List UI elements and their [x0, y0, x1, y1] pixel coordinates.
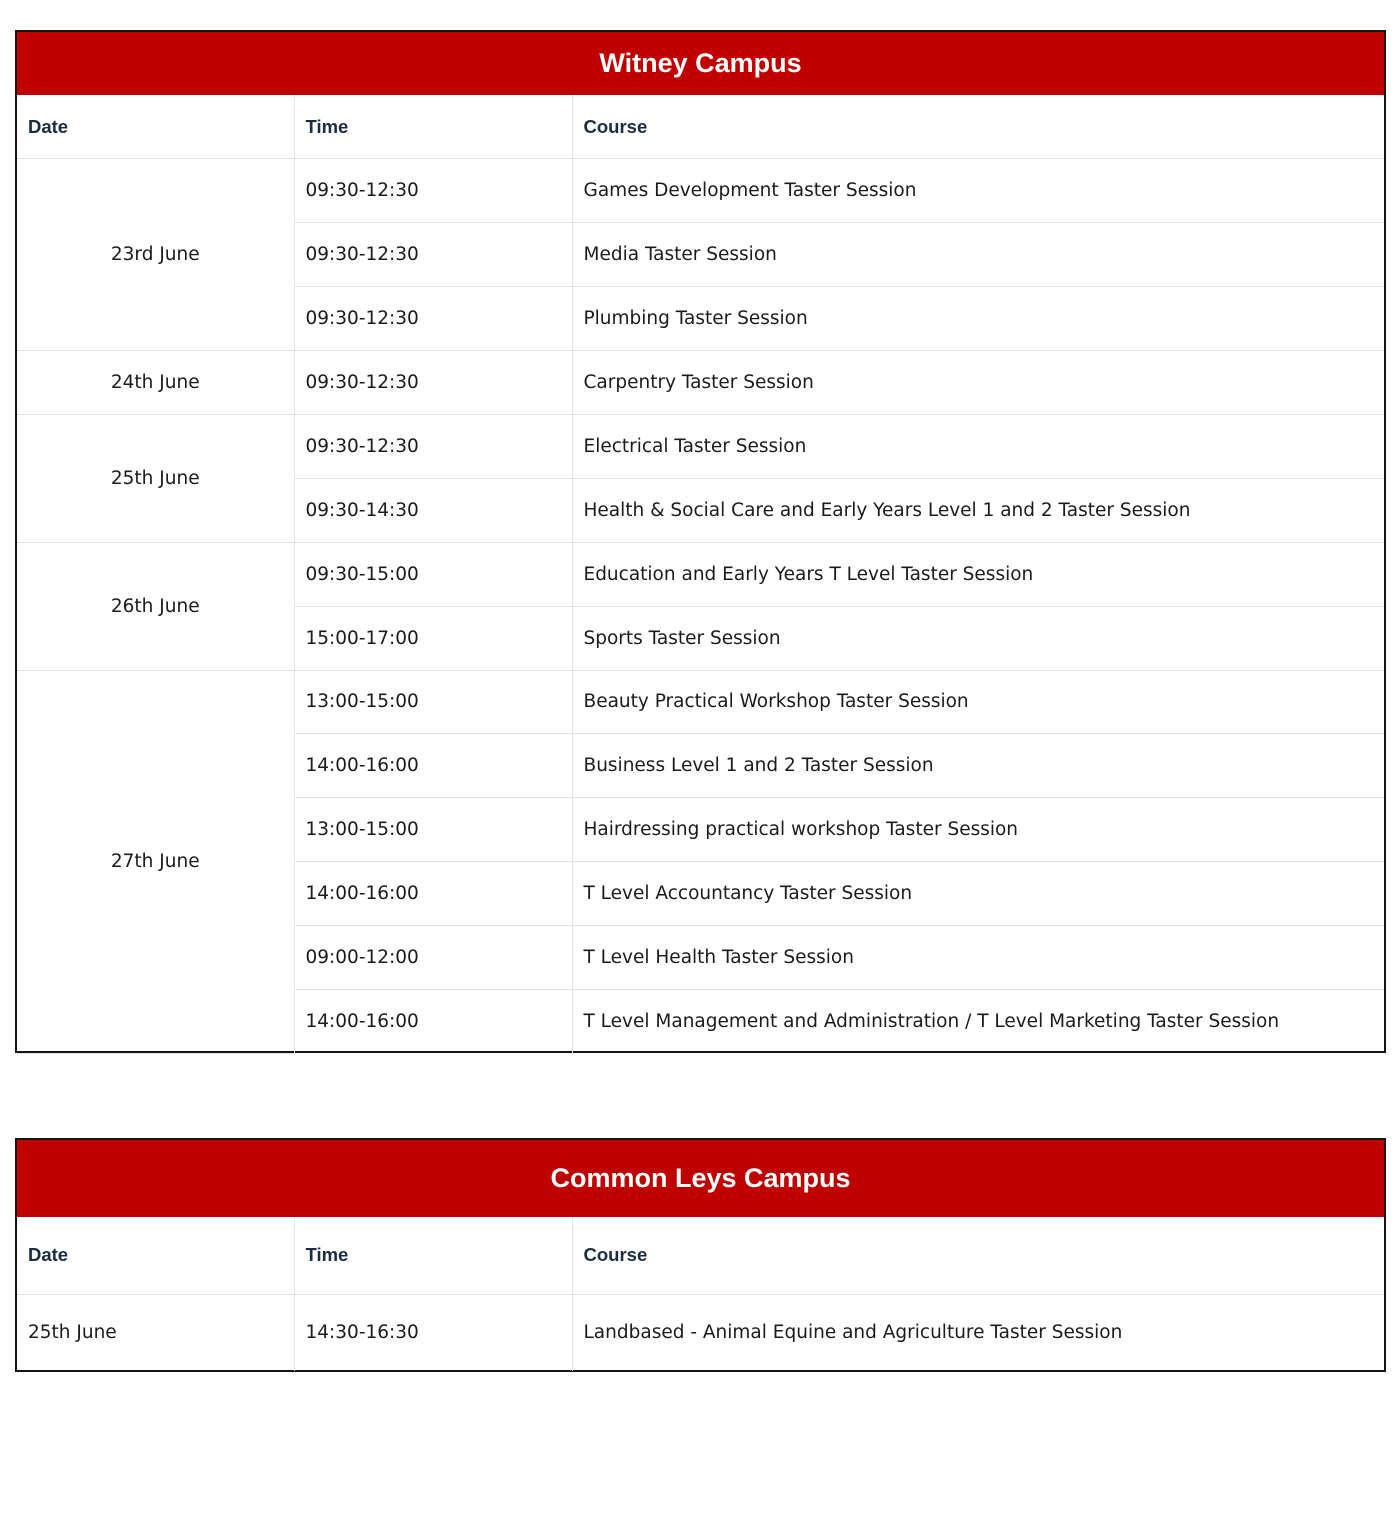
witney-schedule-grid	[17, 95, 1384, 1054]
time-column-header: Time	[294, 1217, 572, 1294]
course-column-header: Course	[572, 1217, 1384, 1294]
session-date: 27th June	[17, 670, 294, 1053]
table-row	[17, 542, 1384, 606]
common-leys-campus-title: Common Leys Campus	[17, 1140, 1384, 1217]
table-row	[17, 1294, 1384, 1371]
session-time: 09:30-12:30	[294, 414, 572, 478]
session-course: Health & Social Care and Early Years Level 1 and 2 Taster Session	[572, 478, 1384, 542]
session-date: 25th June	[17, 1294, 294, 1371]
session-date: 23rd June	[17, 159, 294, 351]
table-row	[17, 159, 1384, 223]
session-time: 09:30-12:30	[294, 223, 572, 287]
session-time: 13:00-15:00	[294, 670, 572, 734]
session-course: Plumbing Taster Session	[572, 287, 1384, 351]
table-row	[17, 670, 1384, 734]
table-row	[17, 414, 1384, 478]
common-leys-campus-table	[15, 1138, 1386, 1372]
session-course: Education and Early Years T Level Taster Session	[572, 542, 1384, 606]
time-column-header: Time	[294, 95, 572, 159]
session-time: 09:30-14:30	[294, 478, 572, 542]
session-time: 09:30-12:30	[294, 159, 572, 223]
session-time: 09:30-15:00	[294, 542, 572, 606]
common-leys-schedule-grid	[17, 1217, 1384, 1371]
session-time: 09:30-12:30	[294, 287, 572, 351]
session-date: 25th June	[17, 414, 294, 542]
session-time: 14:00-16:00	[294, 734, 572, 798]
session-course: Beauty Practical Workshop Taster Session	[572, 670, 1384, 734]
table-row	[17, 351, 1384, 415]
session-course: T Level Accountancy Taster Session	[572, 862, 1384, 926]
session-time: 09:30-12:30	[294, 351, 572, 415]
session-course: Games Development Taster Session	[572, 159, 1384, 223]
date-column-header: Date	[17, 95, 294, 159]
common-leys-header-row	[17, 1217, 1384, 1294]
session-course: T Level Health Taster Session	[572, 926, 1384, 990]
date-column-header: Date	[17, 1217, 294, 1294]
course-column-header: Course	[572, 95, 1384, 159]
witney-campus-title: Witney Campus	[17, 32, 1384, 95]
session-course: Electrical Taster Session	[572, 414, 1384, 478]
witney-campus-table	[15, 30, 1386, 1053]
session-course: Sports Taster Session	[572, 606, 1384, 670]
session-course: Media Taster Session	[572, 223, 1384, 287]
session-course: Carpentry Taster Session	[572, 351, 1384, 415]
session-time: 14:00-16:00	[294, 989, 572, 1053]
session-time: 09:00-12:00	[294, 926, 572, 990]
session-time: 15:00-17:00	[294, 606, 572, 670]
session-time: 14:30-16:30	[294, 1294, 572, 1371]
session-course: Hairdressing practical workshop Taster Session	[572, 798, 1384, 862]
witney-header-row	[17, 95, 1384, 159]
session-time: 13:00-15:00	[294, 798, 572, 862]
session-date: 24th June	[17, 351, 294, 415]
session-time: 14:00-16:00	[294, 862, 572, 926]
session-course: Landbased - Animal Equine and Agriculture Taster Session	[583, 1322, 1123, 1344]
session-course: Business Level 1 and 2 Taster Session	[572, 734, 1384, 798]
session-course: T Level Management and Administration / T Level Marketing Taster Session	[583, 1011, 1280, 1033]
session-date: 26th June	[17, 542, 294, 670]
